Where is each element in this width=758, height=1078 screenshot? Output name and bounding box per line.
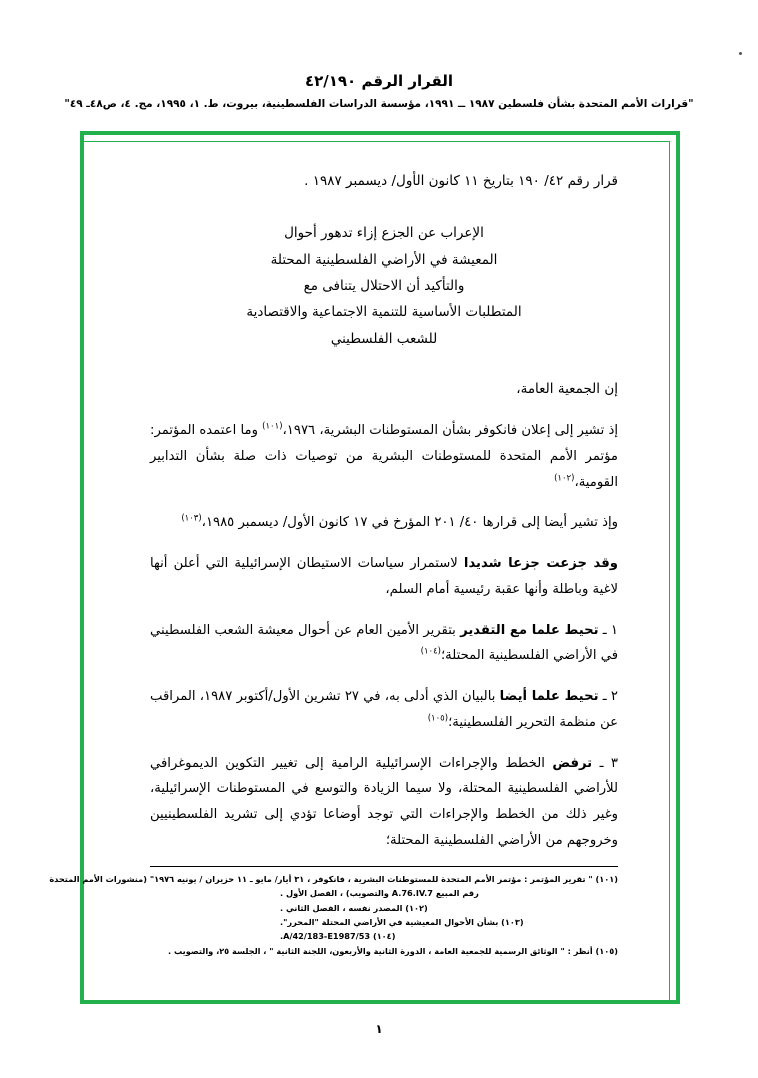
heading-line-1: الإعراب عن الجزع إزاء تدهور أحوال [284, 225, 484, 242]
paragraph-bold-lead: تحيط علما أيضا [499, 689, 599, 705]
paragraph-number: ٢ ـ [598, 689, 618, 705]
footnote-ref: (١٠٥) [427, 713, 449, 724]
footnote-ref: (١٠٤) [420, 646, 441, 657]
lead-clause: إن الجمعية العامة، [516, 380, 618, 397]
paragraph-text: إذ تشير إلى إعلان فانكوفر بشأن المستوطنات البشرية، ١٩٧٦، [282, 423, 618, 439]
paragraph-operative-3 [150, 751, 618, 854]
paragraph-number: ١ ـ [598, 622, 618, 638]
paragraph-text: الخطط والإجراءات الإسرائيلية الرامية إلى تغيير التكوين الديموغرافي للأراضي الفلسطينية المحتلة، ولا سيما الزيادة والتوسع في المستوطنات الإسرائيلية، وغير ذلك من الخطط والإجراءات التي توجد أوضاعا تؤدي إلى تشريد الفلسطينيين وخروجهم من الأراضي الفلسطينية المحتلة؛ [150, 755, 618, 848]
footnote-item: (١٠١) " تقرير المؤتمر : مؤتمر الأمم المتحدة للمستوطنات البشرية ، فانكوفر ، ٣١ أيار/ مايو ـ ١١ حزيران / يونيه ١٩٧٦" (منشورات الأمم المتحدة [49, 874, 618, 884]
paragraph-preamble-2 [150, 510, 618, 536]
heading-line-5: للشعب الفلسطيني [330, 330, 438, 347]
footnote-item: (١٠٣) بشأن الأحوال المعيشية في الأراضي المحتلة "المحرر". [280, 917, 524, 928]
paragraph-tail: وما اعتمده المؤتمر: مؤتمر الأمم المتحدة للمستوطنات البشرية من توصيات ذات صلة بشأن التدابير القومية، [150, 423, 618, 490]
footnote-item: رقم المبيع A.76.IV.7 والتصويب) ، الفصل الأول . [280, 888, 479, 899]
resolution-reference: قرار رقم ٤٢/ ١٩٠ بتاريخ ١١ كانون الأول/ ديسمبر ١٩٨٧ . [304, 173, 618, 189]
footnote-ref: (١٠٣) [181, 514, 202, 524]
footnotes-divider [150, 866, 618, 867]
paragraph-bold-lead: وقد جزعت جزعا شديدا [463, 556, 618, 572]
document-body [150, 168, 618, 868]
paragraph-bold-lead: تحيط علما مع التقدير [460, 622, 599, 638]
paragraph-operative-1 [150, 618, 618, 669]
page-title: القرار الرقم ٤٢/١٩٠ [304, 72, 454, 90]
page-number: ١ [375, 1022, 383, 1036]
paragraph-text: لاستمرار سياسات الاستيطان الإسرائيلية التي أعلن أنها لاغية وباطلة وأنها عقبة رئيسية أمام السلم، [150, 556, 618, 597]
corner-mark [739, 52, 742, 55]
heading-line-2: المعيشة في الأراضي الفلسطينية المحتلة [270, 251, 498, 268]
footnote-item: (١٠٤) A/42/183-E1987/53. [280, 931, 396, 942]
footnote-item: (١٠٢) المصدر نفسه ، الفصل الثاني . [280, 902, 428, 913]
page-subtitle: "قرارات الأمم المتحدة بشأن فلسطين ١٩٨٧ ــ ١٩٩١، مؤسسة الدراسات الفلسطينية، بيروت، ط. ١، ١٩٩٥، مج. ٤، ص٤٨ـ ٤٩" [64, 98, 694, 110]
footnote-ref: (١٠١) [262, 421, 283, 432]
footnote-item: (١٠٥) أنظر : " الوثائق الرسمية للجمعية العامة ، الدورة الثانية والأربعون، اللجنة الثانية " ، الجلسة ٢٥، والتصويب . [168, 945, 618, 956]
paragraph-text: وإذ تشير أيضا إلى قرارها ٤٠/ ٢٠١ المؤرخ في ١٧ كانون الأول/ ديسمبر ١٩٨٥، [201, 515, 618, 531]
paragraph-number: ٣ ـ [592, 755, 619, 771]
heading-line-4: المتطلبات الأساسية للتنمية الاجتماعية والاقتصادية [246, 304, 522, 321]
paragraph-text: بالبيان الذي أدلى به، في ٢٧ تشرين الأول/أكتوبر ١٩٨٧، المراقب عن منظمة التحرير الفلسطينية؛ [150, 689, 618, 730]
footnote-ref-2: (١٠٢) [554, 473, 575, 484]
paragraph-bold-lead: ترفض [552, 755, 593, 771]
footnotes-block [49, 866, 618, 958]
paragraph-preamble-3 [150, 551, 618, 602]
heading-line-3: والتأكيد أن الاحتلال يتنافى مع [303, 277, 465, 294]
paragraph-preamble-1 [150, 418, 618, 495]
resolution-heading [150, 220, 618, 352]
paragraph-text: بتقرير الأمين العام عن أحوال معيشة الشعب الفلسطيني في الأراضي الفلسطينية المحتلة؛ [150, 622, 618, 664]
paragraph-operative-2 [150, 684, 618, 735]
